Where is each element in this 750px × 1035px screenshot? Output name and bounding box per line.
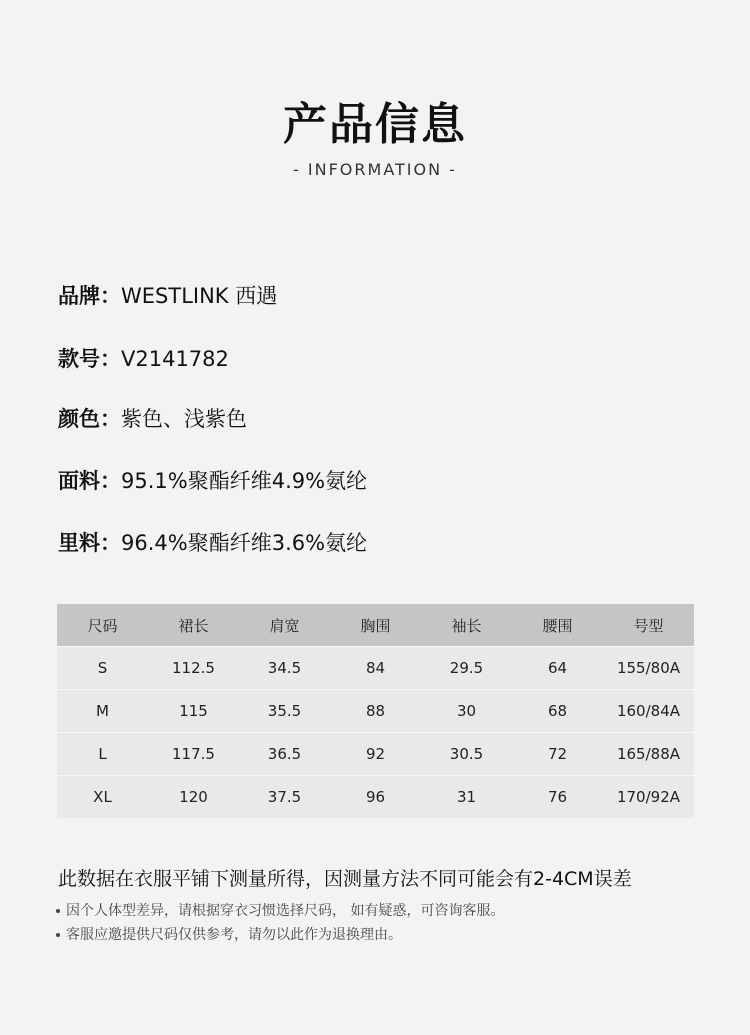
table-cell: 64 <box>512 647 603 690</box>
info-lining <box>58 527 367 557</box>
info-value: 紫色、浅紫色 <box>121 407 247 431</box>
measurement-note: 此数据在衣服平铺下测量所得，因测量方法不同可能会有2-4CM误差 <box>58 868 632 890</box>
table-cell: 117.5 <box>148 733 239 776</box>
table-cell: 112.5 <box>148 647 239 690</box>
table-cell: 115 <box>148 690 239 733</box>
table-cell: 92 <box>330 733 421 776</box>
table-cell: 30.5 <box>421 733 512 776</box>
table-cell: 160/84A <box>603 690 694 733</box>
table-cell: 68 <box>512 690 603 733</box>
size-table-header <box>57 604 694 647</box>
table-row <box>57 690 694 733</box>
table-cell: L <box>57 733 148 776</box>
size-table <box>57 604 694 818</box>
info-label: 品牌： <box>58 284 121 308</box>
table-cell: 120 <box>148 776 239 819</box>
table-cell: 165/88A <box>603 733 694 776</box>
header-cell: 肩宽 <box>239 604 330 647</box>
info-brand <box>58 280 277 310</box>
table-cell: XL <box>57 776 148 819</box>
table-cell: 96 <box>330 776 421 819</box>
bullet-dot-icon <box>56 909 60 913</box>
table-cell: 84 <box>330 647 421 690</box>
info-fabric <box>58 465 367 495</box>
info-value: 95.1%聚酯纤维4.9%氨纶 <box>121 469 368 493</box>
info-style-number <box>58 343 229 373</box>
table-cell: S <box>57 647 148 690</box>
table-cell: 37.5 <box>239 776 330 819</box>
info-color <box>58 403 247 433</box>
bullet-dot-icon <box>56 933 60 937</box>
page-subtitle: - INFORMATION - <box>293 160 457 179</box>
header-cell: 腰围 <box>512 604 603 647</box>
note-bullet <box>56 900 504 920</box>
note-bullet-text: 因个人体型差异，请根据穿衣习惯选择尺码， 如有疑惑，可咨询客服。 <box>66 903 505 919</box>
table-cell: 170/92A <box>603 776 694 819</box>
header-cell: 尺码 <box>57 604 148 647</box>
header-cell: 裙长 <box>148 604 239 647</box>
note-bullet-text: 客服应邀提供尺码仅供参考，请勿以此作为退换理由。 <box>66 927 402 943</box>
table-cell: M <box>57 690 148 733</box>
info-label: 颜色： <box>58 407 121 431</box>
page-title: 产品信息 <box>283 99 467 150</box>
header-cell: 胸围 <box>330 604 421 647</box>
info-label: 面料： <box>58 469 121 493</box>
table-cell: 36.5 <box>239 733 330 776</box>
info-value: WESTLINK 西遇 <box>121 284 278 308</box>
header-cell: 袖长 <box>421 604 512 647</box>
note-bullet <box>56 924 402 944</box>
table-row <box>57 776 694 819</box>
info-value: V2141782 <box>121 347 229 371</box>
table-cell: 76 <box>512 776 603 819</box>
table-cell: 34.5 <box>239 647 330 690</box>
table-cell: 88 <box>330 690 421 733</box>
table-row <box>57 647 694 690</box>
table-cell: 30 <box>421 690 512 733</box>
info-label: 里料： <box>58 531 121 555</box>
table-cell: 72 <box>512 733 603 776</box>
table-cell: 31 <box>421 776 512 819</box>
table-cell: 29.5 <box>421 647 512 690</box>
info-value: 96.4%聚酯纤维3.6%氨纶 <box>121 531 368 555</box>
table-row <box>57 733 694 776</box>
info-label: 款号： <box>58 347 121 371</box>
table-cell: 35.5 <box>239 690 330 733</box>
table-cell: 155/80A <box>603 647 694 690</box>
header-cell: 号型 <box>603 604 694 647</box>
